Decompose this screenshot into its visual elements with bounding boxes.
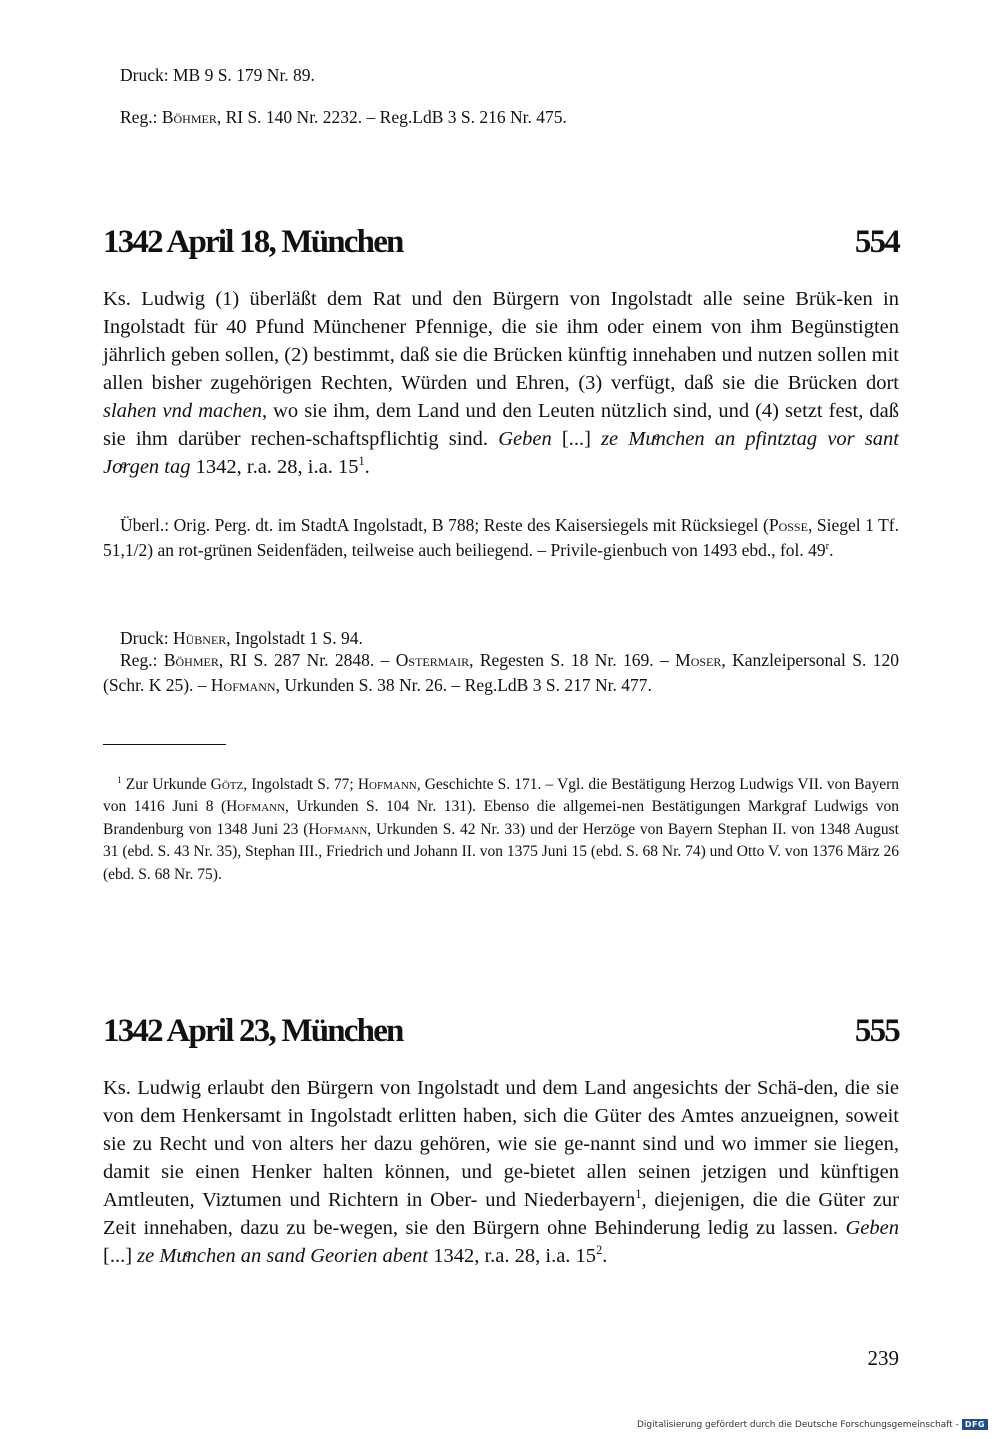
footnote-ref: 1 [358,454,365,469]
ueberl-author: Posse [768,515,808,535]
druck-text: , Ingolstadt 1 S. 94. [226,627,363,648]
reg-label: Reg.: [120,650,164,670]
druck-text: Druck: MB 9 S. 179 Nr. 89. [120,64,315,85]
regest-text: Ks. Ludwig (1) überläßt dem Rat und den Bürgern von Ingolstadt alle seine Brük-ken in Ingolstadt für 40 Pfund Münchener Pfennige, die sie ihm oder einem von ihm Begünstigten jährlich geben sollen, (2) bestimmt, daß sie die Brücken künftig innehaben und nutzen sollen mit allen bisher zugehörigen Rechten, Würden und Ehren, (3) verfügt, daß sie die Brücken dort [103,288,899,394]
regest-text: . [602,1245,608,1267]
ueberlieferung-554 [103,513,899,562]
entry-date: 1342 April 18, München [103,224,403,260]
footnote-author: Hofmann [226,798,286,815]
regest-text: 1342, r.a. 28, i.a. 15 [428,1245,597,1267]
footnote-text: , Ingolstadt S. 77; [243,775,358,793]
regest-text: [...] [103,1245,138,1267]
footnote-text: , Urkunden S. 42 Nr. 33) und der Herzöge von Bayern Stephan II. von 1348 August 31 (ebd. S. 43 Nr. 35), Stephan III., Friedrich und Johann II. von 1375 Juni 15 (ebd. S. 68 Nr. 74) und Otto V. von 1376 März 26 (ebd. S. 68 Nr. 75). [103,820,899,883]
regest-quote: Geben [498,428,552,450]
folio-sup: r [825,540,830,552]
regest-text: . [364,456,370,478]
footnote-author: Hofmann [357,775,417,793]
footnote-text: , Urkunden S. 104 Nr. 131). Ebenso die allgemei-nen Bestätigungen Markgraf Ludwigs von Brandenburg von 1348 Juni 23 ( [103,798,899,838]
entry-number: 554 [854,224,899,260]
regest-text: [...] [551,428,602,450]
footnote-1 [103,774,899,887]
regest-quote: ze Muͤnchen an pfintztag vor sant Joͤrgen tag [103,428,899,478]
entry-date: 1342 April 23, München [103,1013,403,1049]
footnote-rule [103,744,226,745]
footnote-ref: 1 [635,1187,642,1202]
reg-author: Böhmer [163,650,219,670]
regest-quote: ze Muͤnchen an sand Georien abent [137,1245,429,1267]
footnote-author: Götz [210,775,244,793]
regesten-554 [103,648,899,697]
druck-author: Hübner [172,627,227,648]
entry-regest-555 [103,1074,899,1270]
regest-text: Ks. Ludwig erlaubt den Bürgern von Ingolstadt und dem Land angesichts der Schä-den, die sie von dem Henkersamt in Ingolstadt erlitten haben, sich die Güter des Amtes anzueignen, soweit sie zu Recht und von alters her dazu gehören, wie sie ge-nannt sind und wo immer sie liegen, damit sie einen Henker halten können, und ge-bietet allen seinen jetzigen und künftigen Amtleuten, Viztumen und Richtern in Ober- und Niederbayern [103,1077,899,1211]
footnote-author: Hofmann [308,820,368,838]
ueberl-text: , Siegel 1 Tf. 51,1/2) an rot-grünen Seidenfäden, teilweise auch beiliegend. – Privile-gienbuch von 1493 ebd., fol. 49 [103,515,899,560]
regest-text: , wo sie ihm, dem Land und den Leuten nützlich sind, und (4) setzt fest, daß sie ihm darüber rechen-schaftspflichtig sind. [103,400,900,450]
reg-text: , Regesten S. 18 Nr. 169. – [469,650,676,670]
reg-line-top [120,103,567,131]
credit-text: Digitalisierung gefördert durch die Deutsche Forschungsgemeinschaft - [636,1419,959,1430]
reg-author: Ostermair [395,650,470,670]
reg-text: , RI S. 140 Nr. 2232. – Reg.LdB 3 S. 216 Nr. 475. [216,106,567,127]
druck-label: Druck: [120,627,173,648]
ueberl-text: . [829,539,834,560]
reg-author: Hofmann [210,674,276,695]
footnote-ref: 2 [596,1243,603,1258]
entry-heading-554 [103,222,899,262]
reg-text: , Kanzleipersonal S. 120 (Schr. K 25). – [103,650,899,695]
entry-regest-554 [103,285,899,481]
footnote-mark: 1 [117,775,122,786]
ueberl-text: Überl.: Orig. Perg. dt. im StadtA Ingolstadt, B 788; Reste des Kaisersiegels mit Rücksiegel ( [120,515,769,535]
reg-text: , Urkunden S. 38 Nr. 26. – Reg.LdB 3 S. 217 Nr. 477. [275,674,652,695]
entry-heading-555 [103,1011,899,1051]
page-number: 239 [867,1346,899,1370]
reg-text: , RI S. 287 Nr. 2848. – [218,650,396,670]
druck-line-top [120,61,315,89]
regest-quote: slahen vnd machen [103,400,262,422]
regest-text: 1342, r.a. 28, i.a. 15 [190,456,359,478]
regest-quote: Geben [845,1217,899,1239]
reg-author: Moser [675,650,722,670]
reg-author: Böhmer [161,106,217,127]
entry-number: 555 [854,1013,899,1049]
footnote-text: Zur Urkunde [121,775,211,793]
reg-label: Reg.: [120,106,162,127]
footnote-text: , Geschichte S. 171. – Vgl. die Bestätigung Herzog Ludwigs VII. von Bayern von 1416 Juni 8 ( [103,775,900,815]
regest-text: , diejenigen, die die Güter zur Zeit innehaben, dazu zu be-wegen, sie den Bürgern ohne Behinderung ledig zu lassen. [103,1189,899,1239]
dfg-logo-icon: DFG [962,1419,988,1430]
digitization-credit [637,1419,988,1430]
